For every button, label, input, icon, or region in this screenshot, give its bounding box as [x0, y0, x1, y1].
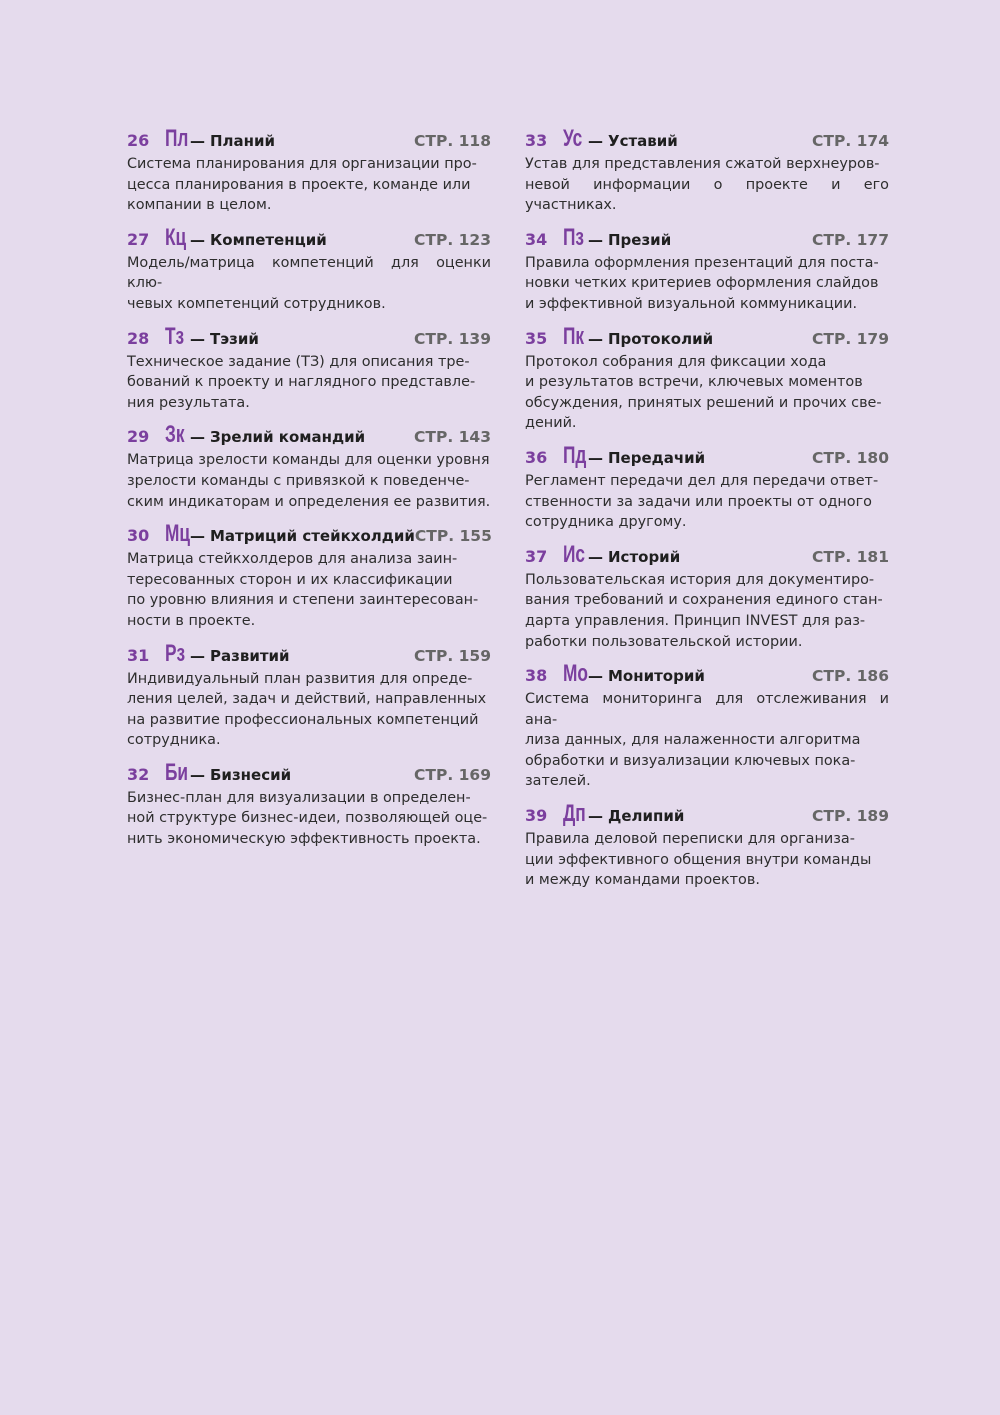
name-dash: —	[190, 428, 205, 447]
page-reference: СТР. 169	[414, 765, 491, 784]
toc-column-left	[127, 124, 491, 857]
toc-entry-header	[525, 799, 889, 829]
name-dash: —	[588, 448, 603, 467]
toc-entry	[525, 799, 889, 891]
tool-name: Компетенций	[210, 230, 327, 249]
description-line: ности в проекте.	[127, 612, 256, 629]
tool-description	[127, 669, 491, 751]
toc-entry	[127, 322, 491, 414]
tool-code: Ис	[563, 540, 586, 568]
entry-number: 38	[525, 666, 548, 686]
tool-description	[525, 253, 889, 315]
description-line: обсуждения, принятых решений и прочих све-	[525, 394, 882, 411]
description-line: зрелости команды с привязкой к поведенче-	[127, 472, 470, 489]
toc-entry	[525, 124, 889, 216]
toc-entry-header	[525, 223, 889, 253]
page-reference: СТР. 123	[414, 230, 491, 249]
toc-entry-header	[525, 441, 889, 471]
description-line: на развитие профессиональных компетенций	[127, 711, 479, 728]
toc-entry-header	[127, 322, 491, 352]
page-reference: СТР. 181	[812, 547, 889, 566]
description-line: Бизнес-план для визуализации в определен-	[127, 789, 471, 806]
description-line: Устав для представления сжатой верхнеуров-	[525, 156, 880, 172]
description-line: Пользовательская история для документиро-	[525, 571, 875, 588]
tool-description	[127, 788, 491, 850]
toc-entry	[127, 420, 491, 512]
tool-name: Тэзий	[210, 329, 259, 348]
tool-name: Историй	[608, 547, 681, 566]
name-dash: —	[588, 329, 603, 348]
description-line: ции эффективного общения внутри команды	[525, 851, 872, 868]
description-line: Матрица зрелости команды для оценки уровня	[127, 452, 490, 469]
tool-description	[525, 471, 889, 533]
tool-description	[525, 829, 889, 891]
description-line: Правила деловой переписки для организа-	[525, 831, 855, 848]
description-line: тересованных сторон и их классификации	[127, 571, 453, 588]
description-line: дарта управления. Принцип INVEST для раз-	[525, 612, 866, 629]
description-line: ления целей, задач и действий, направленных	[127, 691, 487, 708]
tool-description	[525, 352, 889, 434]
page-reference: СТР. 177	[812, 230, 889, 249]
toc-entry-header	[127, 639, 491, 669]
toc-entry-header	[127, 519, 491, 549]
page-reference: СТР. 179	[812, 329, 889, 348]
toc-entry-header	[525, 322, 889, 352]
toc-entry-header	[525, 124, 889, 154]
name-dash: —	[190, 646, 205, 665]
tool-name: Развитий	[210, 646, 290, 665]
toc-entry-header	[525, 540, 889, 570]
tool-name: Мониторий	[608, 667, 705, 686]
tool-code: Пд	[563, 441, 587, 469]
toc-entry-header	[127, 758, 491, 788]
tool-code: Мо	[563, 660, 588, 688]
entry-number: 36	[525, 447, 548, 467]
tool-code: Пл	[165, 125, 189, 152]
page-reference: СТР. 139	[414, 329, 491, 348]
tool-description	[127, 154, 491, 216]
description-line: Правила оформления презентаций для поста-	[525, 254, 879, 271]
name-dash: —	[588, 547, 603, 566]
tool-name: Передачий	[608, 448, 706, 467]
description-line: Протокол собрания для фиксации хода	[525, 353, 827, 370]
tool-code: Пк	[563, 322, 585, 350]
description-line: Регламент передачи дел для передачи ответ-	[525, 472, 879, 489]
toc-entry	[525, 322, 889, 434]
description-line: невой информации о проекте и его участниках.	[525, 176, 889, 214]
tool-name: Делипий	[608, 807, 685, 826]
description-line: Модель/матрица компетенций для оценки клю-	[127, 254, 491, 292]
tool-code: Рз	[165, 639, 186, 667]
page-reference: СТР. 186	[812, 667, 889, 686]
toc-entry	[127, 223, 491, 315]
description-line: цесса планирования в проекте, команде или	[127, 176, 471, 193]
tool-name: Зрелий командий	[210, 428, 366, 447]
description-line: сотрудника.	[127, 732, 221, 749]
tool-description	[127, 450, 491, 512]
tool-description	[525, 154, 889, 216]
toc-entry	[525, 441, 889, 533]
toc-entry	[127, 519, 491, 631]
description-line: ния результата.	[127, 394, 250, 411]
entry-number: 30	[127, 526, 150, 546]
page-reference: СТР. 159	[414, 646, 491, 665]
page-reference: СТР. 174	[812, 132, 889, 150]
page-reference: СТР. 155	[414, 527, 492, 546]
description-line: сотрудника другому.	[525, 514, 687, 531]
description-line: и между командами проектов.	[525, 872, 760, 889]
entry-number: 33	[525, 131, 548, 150]
description-line: и результатов встречи, ключевых моментов	[525, 374, 863, 391]
tool-code: Ус	[563, 125, 583, 152]
tool-code: Пз	[563, 223, 585, 251]
name-dash: —	[190, 230, 205, 249]
tool-code: Зк	[165, 421, 185, 449]
entry-number: 32	[127, 764, 150, 784]
name-dash: —	[190, 329, 205, 348]
tool-description	[127, 549, 491, 631]
page-reference: СТР. 118	[414, 132, 491, 150]
description-line: нить экономическую эффективность проекта.	[127, 831, 481, 848]
toc-entry	[525, 223, 889, 315]
entry-number: 27	[127, 229, 150, 249]
toc-entry	[127, 124, 491, 216]
toc-entry	[127, 639, 491, 751]
toc-entry	[127, 758, 491, 850]
tool-name: Уставий	[608, 132, 678, 150]
description-line: Система планирования для организации про-	[127, 156, 477, 172]
toc-entry	[525, 540, 889, 652]
description-line: Матрица стейкхолдеров для анализа заин-	[127, 551, 458, 568]
toc-entry-header	[127, 223, 491, 253]
description-line: Индивидуальный план развития для опреде-	[127, 670, 473, 687]
description-line: чевых компетенций сотрудников.	[127, 295, 386, 312]
description-line: ной структуре бизнес-идеи, позволяющей оце-	[127, 810, 488, 827]
toc-entry	[525, 659, 889, 792]
toc-column-right	[525, 124, 889, 898]
description-line: ственности за задачи или проекты от одного	[525, 493, 872, 510]
description-line: обработки и визуализации ключевых пока-	[525, 752, 856, 769]
tool-code: Мц	[165, 520, 191, 548]
description-line: компании в целом.	[127, 197, 272, 214]
entry-number: 35	[525, 328, 548, 348]
description-line: Техническое задание (ТЗ) для описания тре-	[127, 353, 470, 370]
entry-number: 34	[525, 229, 548, 249]
entry-number: 31	[127, 645, 150, 665]
name-dash: —	[588, 807, 603, 826]
page-reference: СТР. 180	[812, 448, 889, 467]
tool-description	[525, 689, 889, 792]
name-dash: —	[190, 527, 205, 546]
description-line: и эффективной визуальной коммуникации.	[525, 295, 858, 312]
tool-name: Матриций стейкхолдий	[210, 527, 415, 546]
name-dash: —	[190, 765, 205, 784]
description-line: бований к проекту и наглядного представле-	[127, 374, 476, 391]
description-line: зателей.	[525, 773, 591, 790]
tool-description	[525, 570, 889, 652]
page-reference: СТР. 189	[812, 807, 889, 826]
entry-number: 29	[127, 427, 150, 447]
tool-description	[127, 352, 491, 414]
description-line: ским индикаторам и определения ее развития.	[127, 493, 491, 510]
toc-entry-header	[127, 124, 491, 154]
tool-code: Би	[165, 758, 189, 786]
name-dash: —	[588, 230, 603, 249]
tool-name: Планий	[210, 132, 276, 150]
tool-name: Презий	[608, 230, 672, 249]
page-reference: СТР. 143	[414, 428, 491, 447]
entry-number: 39	[525, 806, 548, 826]
name-dash: —	[588, 667, 603, 686]
tool-name: Протоколий	[608, 329, 714, 348]
toc-entry-header	[525, 659, 889, 689]
entry-number: 37	[525, 546, 548, 566]
description-line: новки четких критериев оформления слайдов	[525, 275, 879, 292]
name-dash: —	[190, 132, 205, 150]
entry-number: 28	[127, 328, 150, 348]
toc-entry-header	[127, 420, 491, 450]
description-line: Система мониторинга для отслеживания и ана-	[525, 691, 889, 728]
tool-name: Бизнесий	[210, 765, 292, 784]
description-line: лиза данных, для налаженности алгоритма	[525, 732, 861, 749]
tool-code: Дп	[563, 800, 586, 828]
entry-number: 26	[127, 131, 150, 150]
description-line: по уровню влияния и степени заинтересован-	[127, 592, 479, 609]
tool-code: Кц	[165, 223, 187, 251]
name-dash: —	[588, 132, 603, 150]
tool-code: Тз	[165, 322, 185, 350]
description-line: дений.	[525, 415, 577, 432]
description-line: работки пользовательской истории.	[525, 633, 803, 650]
tool-description	[127, 253, 491, 315]
description-line: вания требований и сохранения единого стан-	[525, 592, 883, 609]
